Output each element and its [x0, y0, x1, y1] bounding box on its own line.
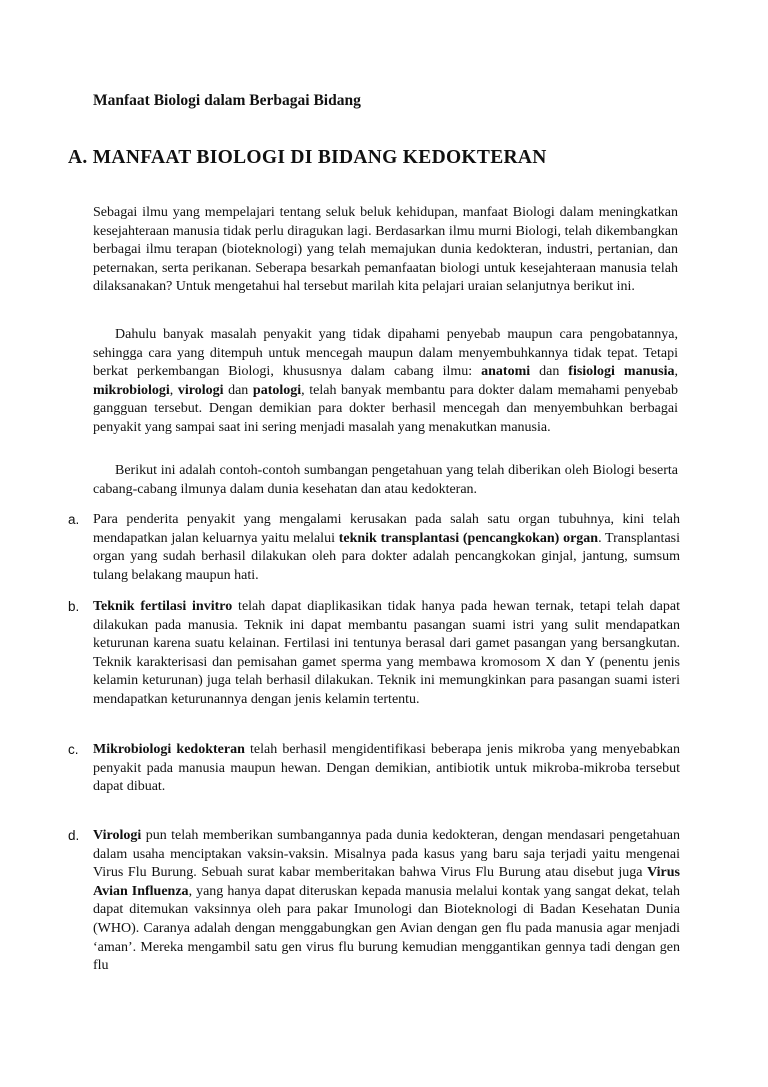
- term-mikrobiologi: mikrobiologi: [93, 382, 170, 398]
- list-label: c.: [68, 742, 79, 757]
- list-label: a.: [68, 512, 80, 527]
- list-text: Virologi pun telah memberikan sumbangannya pada dunia kedokteran, dengan mendasari pengetahuan dalam usaha menciptakan vaksin-vaksin. Misalnya pada kasus yang baru saja terjadi yaitu mengenai Virus Flu Burung. Sebuah surat kabar memberitakan bahwa Virus Flu Burung atau disebut juga Virus Avian Influenza, yang hanya dapat diteruskan kepada manusia melalui kontak yang sangat dekat, telah dapat ditemukan vaksinnya oleh para pakar Imunologi dan Bioteknologi di Badan Kesehatan Dunia (WHO). Caranya adalah dengan menggabungkan gen Avian dengan gen flu pada manusia agar menjadi ‘aman’. Mereka mengambil satu gen virus flu burung kemudian menggantikan gennya tadi dengan gen flu: [93, 828, 680, 974]
- term-fertilasi-invitro: Teknik fertilasi invitro: [93, 599, 233, 614]
- section-heading: A. MANFAAT BIOLOGI DI BIDANG KEDOKTERAN: [68, 147, 547, 168]
- list-item-b: [68, 598, 680, 710]
- term-fisiologi-manusia: fisiologi manusia: [568, 364, 675, 380]
- term-avian-influenza: Virus Avian Influenza: [93, 865, 680, 899]
- term-mikrobiologi-kedokteran: Mikrobiologi kedokteran: [93, 742, 245, 757]
- term-virologi: virologi: [177, 382, 224, 398]
- examples-intro-paragraph: Berikut ini adalah contoh-contoh sumbangan pengetahuan yang telah diberikan oleh Biologi beserta cabang-cabang ilmunya dalam dunia kesehatan dan atau kedokteran.: [93, 463, 678, 497]
- list-item-d: [68, 827, 680, 976]
- document-title: Manfaat Biologi dalam Berbagai Bidang: [93, 92, 361, 109]
- list-item-c: [68, 741, 680, 797]
- term-anatomi: anatomi: [481, 364, 531, 380]
- term-virologi: Virologi: [93, 828, 142, 843]
- term-transplantasi: teknik transplantasi (pencangkokan) organ: [338, 530, 599, 546]
- list-label: d.: [68, 828, 80, 843]
- list-text: Teknik fertilasi invitro telah dapat diaplikasikan tidak hanya pada hewan ternak, tetapi telah dapat dilakukan pada manusia. Teknik ini dapat membantu pasangan suami istri yang sulit mendapatkan keturunan karena suatu kelainan. Fertilasi ini tentunya berasal dari gamet pasangan yang bersangkutan. Teknik karakterisasi dan pemisahan gamet sperma yang membawa kromosom X dan Y (penentu jenis kelamin keturunan) juga telah berhasil dilakukan. Teknik ini memungkinkan para pasangan suami isteri mendapatkan keturunannya dengan jenis kelamin tertentu.: [93, 599, 680, 707]
- list-label: b.: [68, 599, 80, 614]
- list-text: Para penderita penyakit yang mengalami kerusakan pada salah satu organ tubuhnya, kini telah mendapatkan jalan keluarnya yaitu melalui teknik transplantasi (pencangkokan) organ. Transplantasi organ yang sudah berhasil dilakukan oleh para dokter adalah pencangkokan ginjal, jantung, sumsum tulang belakang maupun hati.: [93, 512, 680, 583]
- intro-paragraph: Sebagai ilmu yang mempelajari tentang seluk beluk kehidupan, manfaat Biologi dalam meningkatkan kesejahteraan manusia tidak perlu diragukan lagi. Berdasarkan ilmu murni Biologi, telah dikembangkan berbagai ilmu terapan (bioteknologi) yang telah memajukan dunia kedokteran, industri, pertanian, dan peternakan, serta perikanan. Seberapa besarkah pemanfaatan biologi untuk kesejahteraan manusia telah dilaksanakan? Untuk mengetahui hal tersebut marilah kita pelajari uraian selanjutnya berikut ini.: [93, 205, 678, 295]
- branches-paragraph: Dahulu banyak masalah penyakit yang tidak dipahami penyebab maupun cara pengobatannya, sehingga cara yang ditempuh untuk mencegah maupun dalam menyembuhkannya tidak tepat. Tetapi berkat perkembangan Biologi, khususnya dalam cabang ilmu: anatomi dan fisiologi manusia, mikrobiologi, virologi dan patologi, telah banyak membantu para dokter dalam memahami penyebab gangguan tersebut. Dengan demikian para dokter berhasil mencegah dan menyembuhkan berbagai penyakit yang sampai saat ini sering menjadi masalah yang menakutkan manusia.: [93, 327, 679, 435]
- list-item-a: [68, 511, 680, 585]
- term-patologi: patologi: [252, 382, 302, 398]
- list-text: Mikrobiologi kedokteran telah berhasil mengidentifikasi beberapa jenis mikroba yang menyebabkan penyakit pada manusia maupun hewan. Dengan demikian, antibiotik untuk mikroba-mikroba tersebut dapat dibuat.: [93, 742, 680, 795]
